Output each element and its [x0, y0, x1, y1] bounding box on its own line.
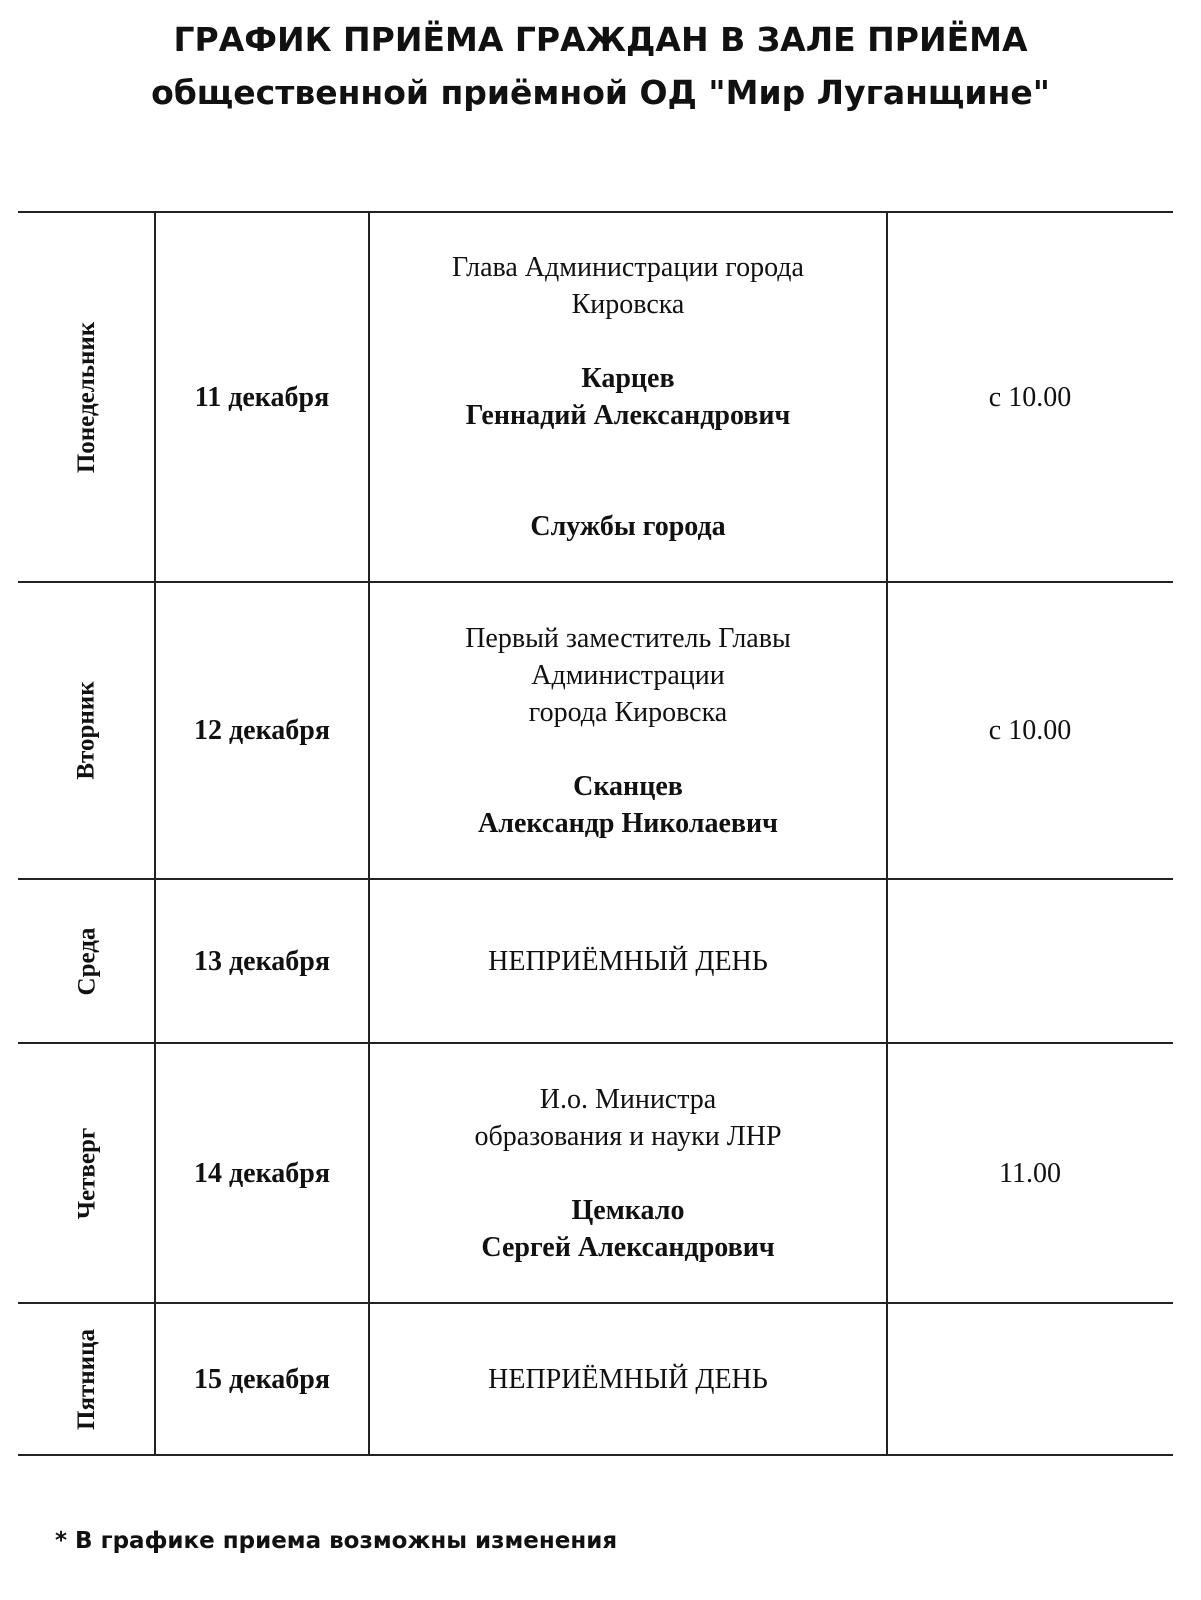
- time: с 10.00: [988, 715, 1072, 746]
- table-row: [18, 583, 1173, 878]
- day-label: Понедельник: [73, 321, 101, 473]
- official-name: Цемкало: [571, 1194, 685, 1226]
- reception-details: [369, 213, 887, 581]
- day-label: Вторник: [73, 681, 100, 780]
- date: 12 декабря: [193, 715, 331, 746]
- table-row: [18, 880, 1173, 1042]
- position: Кировска: [571, 289, 685, 320]
- table-row: [18, 1044, 1173, 1302]
- no-reception-note: НЕПРИЁМНЫЙ ДЕНЬ: [488, 1363, 768, 1395]
- time: с 10.00: [988, 381, 1072, 413]
- position: Первый заместитель Главы: [465, 622, 791, 654]
- date: 14 декабря: [193, 1157, 331, 1189]
- official-name: Карцев: [581, 363, 675, 394]
- day-label: Четверг: [72, 1127, 100, 1219]
- reception-details: [369, 1044, 887, 1302]
- title-line-1: ГРАФИК ПРИЁМА ГРАЖДАН В ЗАЛЕ ПРИЁМА: [173, 20, 1028, 59]
- day-label: Пятница: [73, 1328, 100, 1430]
- title-line-2: общественной приёмной ОД "Мир Луганщине": [151, 73, 1050, 112]
- position: города Кировска: [528, 696, 728, 728]
- table-row: [18, 213, 1173, 581]
- time: 11.00: [999, 1157, 1061, 1189]
- official-name: Сергей Александрович: [481, 1231, 775, 1263]
- date: 13 декабря: [193, 945, 331, 977]
- position: Администрации: [531, 659, 725, 691]
- official-name: Сканцев: [573, 770, 683, 802]
- table-row: [18, 1304, 1173, 1454]
- official-name: Александр Николаевич: [478, 807, 778, 839]
- reception-details: [369, 583, 887, 878]
- no-reception-note: НЕПРИЁМНЫЙ ДЕНЬ: [488, 945, 768, 977]
- position: образования и науки ЛНР: [474, 1120, 782, 1152]
- footnote: * В графике приема возможны изменения: [55, 1528, 618, 1554]
- position: Глава Администрации города: [452, 252, 804, 283]
- official-name: Геннадий Александрович: [465, 400, 791, 431]
- extra-note: Службы города: [530, 511, 726, 542]
- position: И.о. Министра: [539, 1083, 717, 1115]
- divider: [18, 1454, 1173, 1456]
- date: 15 декабря: [193, 1363, 331, 1395]
- date: 11 декабря: [194, 381, 330, 413]
- day-label: Среда: [73, 927, 100, 995]
